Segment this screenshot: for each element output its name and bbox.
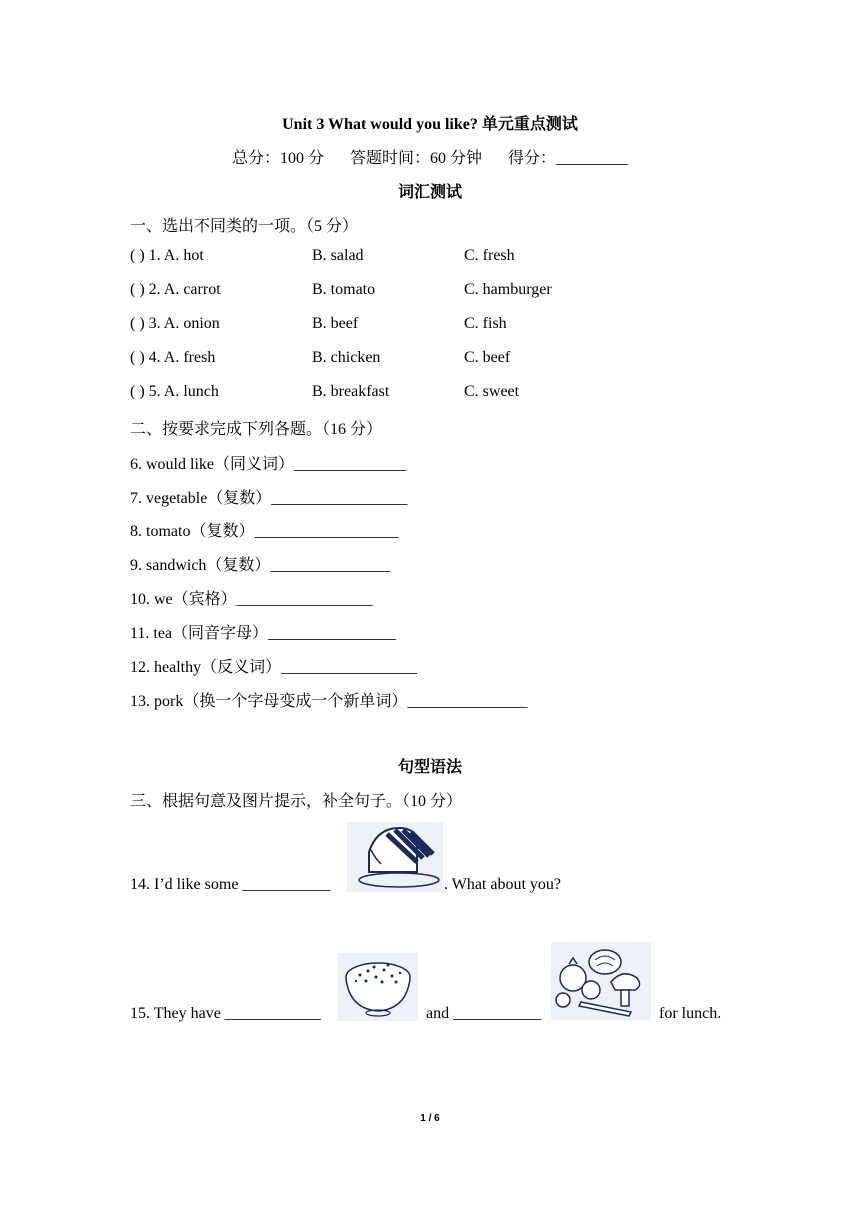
- q15-text-after: for lunch.: [659, 1005, 722, 1022]
- mc-option-b: B. beef: [312, 315, 359, 332]
- time-limit: 答题时间：60 分钟: [349, 150, 482, 167]
- fill-in-question: 8. tomato（复数）__________________: [130, 523, 399, 540]
- vegetables-image: [551, 942, 651, 1020]
- fill-in-question: 10. we（宾格）_________________: [130, 591, 373, 608]
- fill-in-question: 6. would like（同义词）______________: [130, 456, 406, 473]
- q14-text-after: . What about you?: [444, 876, 562, 893]
- vocab-heading: 词汇测试: [397, 184, 462, 201]
- mc-option-b: B. breakfast: [312, 383, 390, 400]
- mc-option-b: B. tomato: [312, 281, 376, 298]
- mc-option-c: C. hamburger: [464, 281, 552, 298]
- q15-text-mid: and ___________: [426, 1005, 542, 1022]
- total-score: 总分：100 分: [231, 150, 324, 167]
- mc-question-option-a: ( ) 1. A. hot: [130, 247, 204, 264]
- mc-option-c: C. sweet: [464, 383, 520, 400]
- q14-text-before: 14. I’d like some ___________: [130, 876, 331, 893]
- mc-option-b: B. salad: [312, 247, 364, 264]
- mc-question-option-a: ( ) 3. A. onion: [130, 315, 220, 332]
- part3-instruction: 三、根据句意及图片提示，补全句子。（10 分）: [130, 793, 463, 810]
- fill-in-question: 13. pork（换一个字母变成一个新单词）_______________: [130, 693, 528, 710]
- rice-bowl-image: [338, 953, 418, 1021]
- grammar-heading: 句型语法: [397, 759, 462, 776]
- mc-question-option-a: ( ) 4. A. fresh: [130, 349, 216, 366]
- mc-question-option-a: ( ) 2. A. carrot: [130, 281, 221, 298]
- fill-in-question: 7. vegetable（复数）_________________: [130, 490, 408, 507]
- mc-question-option-a: ( ) 5. A. lunch: [130, 383, 219, 400]
- part2-instruction: 二、按要求完成下列各题。（16 分）: [130, 421, 383, 438]
- mc-option-c: C. fish: [464, 315, 507, 332]
- score-field: 得分：_________: [508, 150, 629, 167]
- mc-option-c: C. fresh: [464, 247, 515, 264]
- q15-text-before: 15. They have ____________: [130, 1005, 321, 1022]
- fill-in-question: 9. sandwich（复数）_______________: [130, 557, 391, 574]
- mc-option-b: B. chicken: [312, 349, 381, 366]
- fill-in-question: 11. tea（同音字母）________________: [130, 625, 397, 642]
- page-number: 1 / 6: [420, 1113, 440, 1124]
- bread-image: [347, 822, 443, 892]
- fill-in-question: 12. healthy（反义词）_________________: [130, 659, 418, 676]
- part1-instruction: 一、选出不同类的一项。（5 分）: [130, 218, 359, 235]
- exam-meta: [0, 145, 860, 168]
- mc-option-c: C. beef: [464, 349, 511, 366]
- page-title: Unit 3 What would you like? 单元重点测试: [282, 116, 578, 133]
